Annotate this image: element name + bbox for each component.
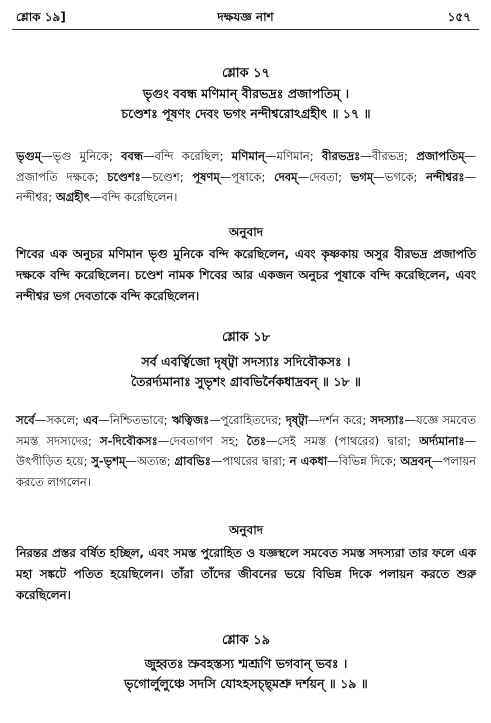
- verse-17-text: [16, 84, 476, 124]
- synonym-entry: [247, 434, 408, 448]
- synonym-meaning: —নন্দীশ্বর: [16, 169, 477, 204]
- page-header: [12, 9, 479, 27]
- synonym-meaning: —ভৃগু মুনিকে: [41, 149, 109, 163]
- synonyms-17: ভৃগুম্—ভৃগু মুনিকে; ববন্ধ—বন্দি করেছিল; মণিমান্—মণিমান; বীরভদ্রঃ—বীরভদ্র; প্রজাপতিম্—প্রজাপতি দক্ষকে; চণ্ডেশঃ—চণ্ডেশ; পূষণম্—পূষাকে; দেবম্—দেবতা; ভগম্—ভগকে; নন্দীশ্বরঃ—নন্দীশ্বর; অগ্রহীৎ—বন্দি করেছিলেন।: [16, 149, 477, 204]
- synonym-entry: [83, 413, 164, 427]
- synonym-meaning: —সকলে: [34, 413, 75, 427]
- synonym-entry: [192, 170, 261, 184]
- synonym-entry: [351, 170, 414, 184]
- verse-line: ভৃগোর্লুলুঞ্চে সদসি যোঽহসচ্ছ্মশ্রু দর্শয়ন্ ॥ ১৯ ॥: [124, 676, 368, 691]
- synonym-entry: [286, 413, 363, 427]
- synonym-meaning: —দর্শন করে: [307, 413, 363, 427]
- synonym-entry: [16, 149, 109, 163]
- synonym-word: দেবম্: [274, 169, 298, 184]
- synonym-meaning: —অত্যন্ত: [125, 454, 167, 468]
- synonym-word: অর্দ্যমানাঃ: [419, 433, 465, 448]
- synonym-entry: [172, 413, 278, 427]
- verse-18-text: [16, 352, 476, 392]
- synonym-meaning: —যজ্ঞে সমবেত সমস্ত সদস্যদের: [16, 413, 477, 448]
- synonym-meaning: —দেবতা: [297, 169, 339, 184]
- synonym-entry: [16, 413, 75, 427]
- synonym-word: বীরভদ্রঃ: [321, 149, 361, 163]
- header-rule: [12, 29, 479, 30]
- synonym-word: ঋত্বিজঃ: [171, 413, 210, 427]
- verse-line: ভৃগুং ববন্ধ মণিমান্ বীরভদ্রঃ প্রজাপতিম্ ।: [142, 86, 350, 101]
- synonym-word: ন একধা: [289, 454, 328, 468]
- synonym-meaning: —ভগকে: [373, 169, 414, 184]
- translation-18: নিরন্তর প্রস্তর বর্ষিত হচ্ছিল, এবং সমস্ত পুরোহিত ও যজ্ঞস্থলে সমবেত সমস্ত সদস্যরা তার ফলে এক মহা সঙ্কটে পতিত হয়েছিলেন। তাঁরা তাঁদের জীবনের ভয়ে বিভিন্ন দিকে পলায়ন করতে শুরু করেছিলেন।: [16, 546, 476, 602]
- synonym-meaning: —বন্দি করেছিল: [143, 149, 220, 163]
- synonym-word: তৈঃ: [246, 433, 267, 448]
- synonym-meaning: —নিশ্চিতভাবে: [98, 413, 164, 427]
- verse-line: সর্ব এবর্ত্বিজো দৃষ্ট্বা সদস্যাঃ সদিবৌকসঃ ।: [141, 354, 351, 369]
- synonym-meaning: —পলায়ন করতে লাগলেন।: [16, 454, 477, 489]
- verse-heading-18: শ্লোক ১৮: [221, 330, 271, 345]
- synonym-word: সদস্যাঃ: [370, 413, 405, 427]
- synonym-entry: [107, 170, 179, 184]
- synonym-meaning: —চণ্ডেশ: [140, 169, 180, 184]
- translation-17: শিবের এক অনুচর মণিমান ভৃগু মুনিকে বন্দি করেছিলেন, এবং কৃষ্ণকায় অসুর বীরভদ্র প্রজাপতি দক্ষকে বন্দি করেছিলেন। চণ্ডেশ নামক শিবের আর একজন অনুচর পূষাকে বন্দি করেছিলেন, এবং নন্দীশ্বর ভগ দেবতাকে বন্দি করেছিলেন।: [16, 247, 476, 303]
- synonym-meaning: —বিভিন্ন দিকে: [327, 454, 393, 468]
- synonym-word: গ্রাবভিঃ: [174, 454, 211, 468]
- synonym-entry: [274, 170, 338, 184]
- synonym-word: পূষণম্: [192, 169, 220, 184]
- synonym-meaning: —পাথরের দ্বারা: [210, 454, 282, 468]
- synonym-meaning: —দেবতাগণ সহ: [157, 433, 235, 448]
- header-page-number: ১৫৭: [447, 10, 471, 24]
- synonym-meaning: —উৎপীড়িত হয়ে: [16, 433, 477, 468]
- synonym-entry: [100, 434, 235, 448]
- verse-19-text: [16, 654, 476, 694]
- verse-line: জুহ্বতঃ স্রুবহস্তস্য শ্মশ্রূণি ভগবান্ ভবঃ ।: [144, 656, 348, 671]
- verse-line: তৈরর্দ্যমানাঃ সুভৃশং গ্রাবভির্নৈকধাদ্রবন্ ॥ ১৮ ॥: [131, 374, 361, 389]
- verse-line: চণ্ডেশঃ পূষণং দেবং ভগং নন্দীশ্বরোঽগ্রহীৎ ॥ ১৭ ॥: [121, 106, 371, 121]
- synonym-entry: [175, 454, 282, 468]
- synonym-word: ভৃগুম্: [16, 149, 42, 163]
- header-verse-ref: শ্লোক ১৯]: [16, 10, 66, 24]
- synonym-word: এব: [83, 413, 99, 427]
- synonym-entry: [290, 454, 393, 468]
- synonym-word: অগ্রহীৎ: [55, 190, 90, 204]
- synonym-entry: [91, 454, 167, 468]
- synonym-word: চণ্ডেশঃ: [107, 169, 141, 184]
- synonym-entry: [121, 149, 219, 163]
- header-chapter-title: দক্ষযজ্ঞ নাশ: [217, 10, 274, 24]
- synonym-meaning: —পূষাকে: [219, 169, 262, 184]
- synonym-word: ভগম্: [350, 169, 374, 184]
- synonym-meaning: —বীরভদ্র: [360, 149, 404, 163]
- synonym-word: অদ্রবন্: [400, 454, 432, 468]
- translation-heading-17: অনুবাদ: [228, 225, 264, 239]
- synonym-entry: [232, 149, 310, 163]
- synonym-entry: [56, 190, 178, 204]
- translation-heading-18: অনুবাদ: [228, 523, 264, 537]
- synonym-word: সর্বে: [16, 413, 35, 427]
- synonym-word: স-দিবৌকসঃ: [99, 433, 158, 448]
- synonym-word: ববন্ধ: [121, 149, 144, 163]
- synonym-meaning: —পুরোহিতদের: [209, 413, 278, 427]
- synonym-word: প্রজাপতিম্: [416, 149, 465, 163]
- synonym-word: নন্দীশ্বরঃ: [426, 169, 465, 184]
- synonym-meaning: —মণিমান: [265, 149, 310, 163]
- synonym-entry: [322, 149, 404, 163]
- synonym-meaning: —প্রজাপতি দক্ষকে: [16, 149, 477, 184]
- verse-heading-17: শ্লোক ১৭: [221, 66, 271, 81]
- synonym-word: মণিমান্: [231, 149, 265, 163]
- synonym-word: দৃষ্ট্বা: [285, 413, 308, 427]
- verse-heading-19: শ্লোক ১৯: [221, 633, 271, 648]
- synonym-meaning: —বন্দি করেছিলেন।: [89, 190, 178, 204]
- synonym-word: সু-ভৃশম্: [91, 454, 126, 468]
- synonyms-18: সর্বে—সকলে; এব—নিশ্চিতভাবে; ঋত্বিজঃ—পুরোহিতদের; দৃষ্ট্বা—দর্শন করে; সদস্যাঃ—যজ্ঞে সমবেত সমস্ত সদস্যদের; স-দিবৌকসঃ—দেবতাগণ সহ; তৈঃ—সেই সমস্ত (পাথরের) দ্বারা; অর্দ্যমানাঃ—উৎপীড়িত হয়ে; সু-ভৃশম্—অত্যন্ত; গ্রাবভিঃ—পাথরের দ্বারা; ন একধা—বিভিন্ন দিকে; অদ্রবন্—পলায়ন করতে লাগলেন।: [16, 413, 477, 489]
- synonym-meaning: —সেই সমস্ত (পাথরের) দ্বারা: [266, 433, 408, 448]
